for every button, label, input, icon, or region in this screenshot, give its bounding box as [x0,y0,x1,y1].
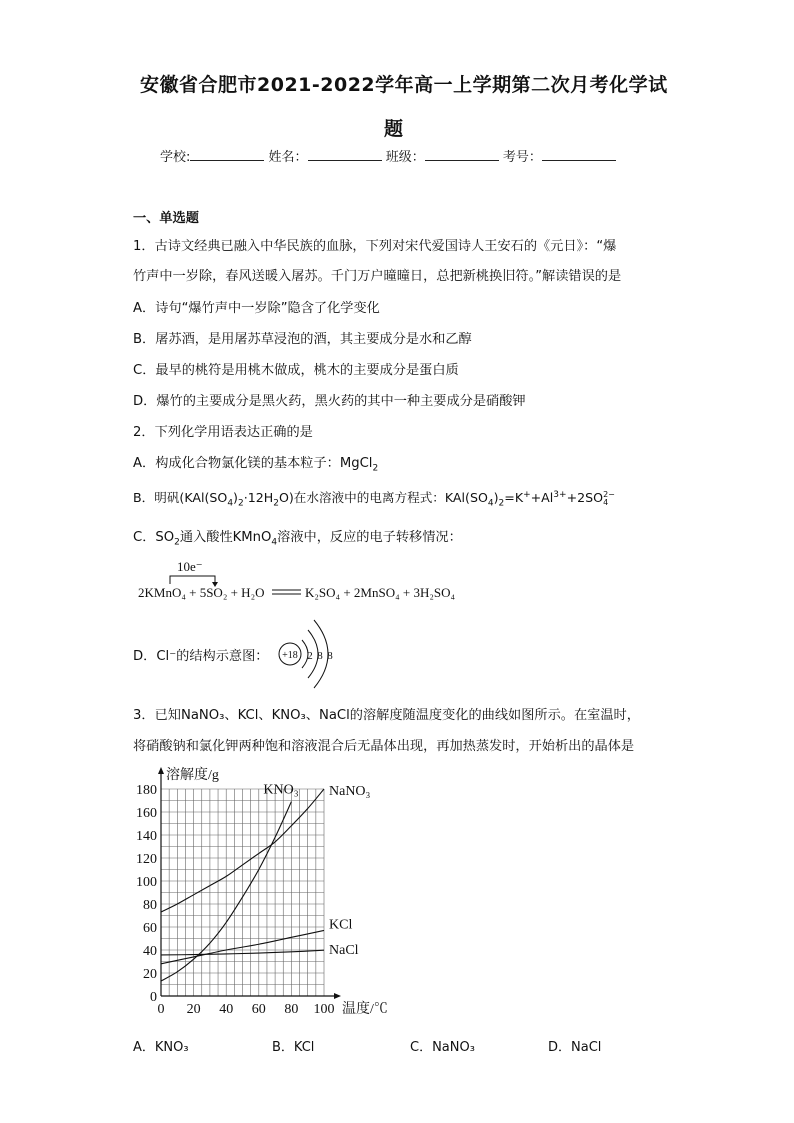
q2-option-c[interactable] [133,526,462,548]
x-tick-label: 80 [284,1002,299,1017]
q2-c-part: C．SO [133,530,175,545]
x-axis-arrow [334,993,341,999]
y-tick-label: 20 [143,967,157,982]
q3-option-b[interactable]: B．KCl [272,1040,315,1055]
y-tick-label: 40 [143,944,157,959]
id-label: 考号： [502,150,542,165]
q2-b-part: +2SO [566,490,604,505]
series-label: NaNO₃ [329,784,371,799]
q2-c-sub: 2 [174,537,180,548]
section-title: 一、单选题 [133,211,199,226]
chart-grid [161,789,324,996]
q2-b-sup: 2− [603,489,615,499]
y-tick-label: 160 [136,806,157,821]
x-tick-label: 100 [313,1002,335,1017]
y-tick-label: 120 [136,852,157,867]
page-title-continued: 题 [384,118,404,140]
class-label: 班级： [385,150,425,165]
equation-right: K₂SO₄ + 2MnSO₄ + 3H₂SO₄ [305,585,456,600]
q2-c-sub: 4 [271,537,278,548]
q2-b-part: B．明矾(KAl(SO [133,490,228,505]
electron-label: 10e⁻ [177,559,203,574]
q2-b-sub: 4 [603,497,609,507]
q2-b-sub: 4 [487,498,494,509]
q2-option-d[interactable]: D．Cl⁻的结构示意图： [133,649,269,664]
shell-electrons-1: 2 [307,650,313,662]
id-field[interactable] [542,146,616,161]
x-tick-label: 60 [251,1002,266,1017]
q1-stem-line2: 竹声中一岁除，春风送暖入屠苏。千门万户曈曈日，总把新桃换旧符。”解读错误的是 [133,269,622,284]
q2-option-b[interactable] [133,487,615,509]
name-label: 姓名： [268,150,308,165]
series-label: KNO₃ [263,782,299,798]
q3-stem-line2: 将硝酸钠和氯化钾两种饱和溶液混合后无晶体出现，再加热蒸发时，开始析出的晶体是 [133,739,635,754]
y-axis-arrow [158,767,164,774]
q2-b-part: ) [493,490,499,505]
nucleus-charge: +18 [282,650,298,661]
q2-b-sub: 2 [498,498,505,509]
x-axis-label: 温度/℃ [342,1002,388,1017]
q2-b-sup: + [523,489,531,500]
y-tick-label: 60 [143,921,157,936]
school-field[interactable] [190,146,264,161]
x-tick-label: 0 [157,1002,165,1017]
school-label: 学校: [160,150,191,165]
q1-option-a[interactable]: A．诗句“爆竹声中一岁除”隐含了化学变化 [133,301,380,316]
class-field[interactable] [425,146,499,161]
x-tick-label: 40 [219,1002,234,1017]
q1-stem-line1: 1．古诗文经典已融入中华民族的血脉，下列对宋代爱国诗人王安石的《元日》：“爆 [133,239,617,254]
q2-b-sub: 2 [237,498,244,509]
name-field[interactable] [308,146,382,161]
y-tick-label: 80 [143,898,157,913]
series-label: NaCl [329,943,359,959]
q1-option-d[interactable]: D．爆竹的主要成分是黑火药，黑火药的其中一种主要成分是硝酸钾 [133,394,526,409]
q3-option-d[interactable]: D．NaCl [548,1040,602,1055]
y-axis-label: 溶解度/g [166,768,219,783]
solubility-chart [128,760,408,1020]
q3-stem-line1: 3．已知NaNO₃、KCl、KNO₃、NaCl的溶解度随温度变化的曲线如图所示。在室温时， [133,708,640,723]
q2-b-sub: 2 [273,498,279,509]
student-info-line [160,146,616,165]
chart-ticks [136,783,335,1017]
q2-option-a-sub: 2 [372,463,379,474]
series-label: KCl [329,917,353,933]
q1-option-b[interactable]: B．屠苏酒，是用屠苏草浸泡的酒，其主要成分是水和乙醇 [133,332,472,347]
y-tick-label: 100 [136,875,157,890]
q2-stem: 2．下列化学用语表达正确的是 [133,425,313,440]
q2-c-part: 通入酸性KMnO [179,530,272,545]
q2-b-part: O)在水溶液中的电离方程式：KAl(SO [278,490,488,505]
q1-option-c[interactable]: C．最早的桃符是用桃木做成，桃木的主要成分是蛋白质 [133,363,459,378]
shell-electrons-2: 8 [317,650,323,662]
q3-option-a[interactable]: A．KNO₃ [133,1040,189,1055]
x-tick-label: 20 [186,1002,201,1017]
q3-option-c[interactable]: C．NaNO₃ [410,1040,475,1055]
q2-b-part: ·12H [243,490,274,505]
y-tick-label: 0 [150,990,157,1005]
y-tick-label: 180 [136,783,157,798]
shell-electrons-3: 8 [327,650,333,662]
q2-b-sub: 4 [227,498,234,509]
q2-b-part: ) [233,490,238,505]
electron-transfer-diagram [135,556,475,604]
electron-arrow [170,576,215,584]
page-title: 安徽省合肥市2021-2022学年高一上学期第二次月考化学试 [140,74,668,96]
equation-left: 2KMnO₄ + 5SO₂ + H₂O [138,585,265,600]
q2-b-part: +Al [530,490,554,505]
q2-option-a[interactable] [133,452,378,474]
q2-c-part: 溶液中，反应的电子转移情况： [277,530,462,545]
q2-b-part: =K [504,490,524,505]
q2-b-sup: 3+ [553,489,567,500]
chloride-ion-structure-diagram [276,618,348,690]
y-tick-label: 140 [136,829,157,844]
q2-option-a-text: A．构成化合物氯化镁的基本粒子：MgCl [133,456,373,471]
